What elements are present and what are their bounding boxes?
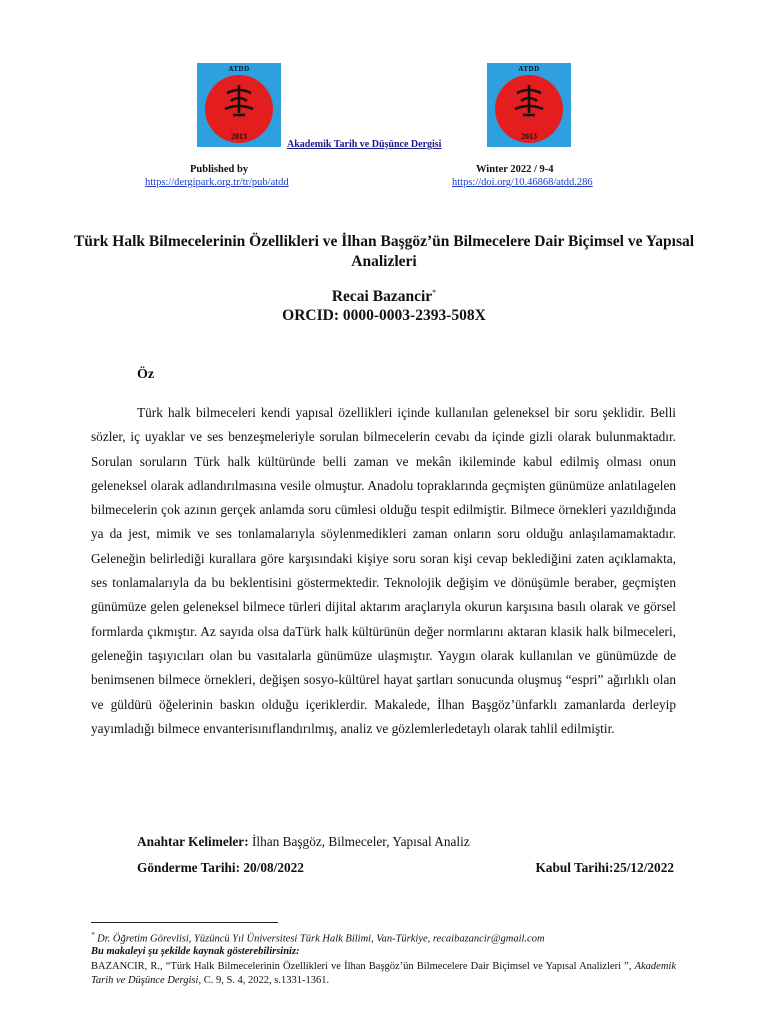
author-name-text: Recai Bazancir: [331, 288, 433, 306]
footnote-mark-small: *: [91, 931, 95, 939]
citation-text: [91, 960, 676, 988]
issue-label: Winter 2022 / 9-4: [476, 164, 554, 175]
citation-suffix: , C. 9, S. 4, 2022, s.1331-1361.: [198, 975, 330, 986]
affiliation-text: Dr. Öğretim Görevlisi, Yüzüncü Yıl Üniversitesi Türk Halk Bilimi, Van-Türkiye, recaibazancir@gmail.com: [94, 933, 545, 945]
citation-prefix: BAZANCIR, R., “Türk Halk Bilmecelerinin Özellikleri ve İlhan Başgöz’ün Bilmecelere Dair Biçimsel ve Yapısal Analizleri ”,: [91, 961, 635, 972]
abstract-text: Türk halk bilmeceleri kendi yapısal özellikleri içinde kullanılan geleneksel bir soru şeklidir. Belli sözler, iç uyaklar ve ses benzeşmeleriyle sorulan bilmecelerin cevabı da içinde gizli olarak bulunmaktadır. Sorulan soruların Türk halk kültüründe belli zaman ve mekân ikileminde kabul edilmiş olması onun geleneksel olarak adlandırılmasına vesile olmuştur. Anadolu topraklarında geçmişten günümüze anlatılagelen bilmecelerin çok azının gerçek anlamda soru cümlesi olduğu tespit edilmiştir. Bilmece örnekleri yazıldığında ya da jest, mimik ve ses tonlamalarıyla söylenmedikleri zaman onların soru olduğu anlaşılamamaktadır. Geleneğin belirlediği kurallara göre karşısındaki kişiye soru soran kişi cevap beklediğini zaten açıklamakta, ses tonlamalarıyla da bu beklentisini göstermektedir. Teknolojik değişim ve dönüşümle beraber, geçmişten günümüze gelen geleneksel bilmece türleri dijital aktarım araçlarıyla okurun karşısına basılı olarak ve görsel formlarda çıkmıştır. Az sayıda olsa daTürk halk kültürünün değer normlarını aktaran klasik halk bilmeceleri, geleneğin taşıyıcıları olan bu vasıtalarla günümüze ulaşmıştır. Yaygın olarak kullanılan ve günümüzde de benimsenen bilmece örnekleri, değişen sosyo-kültürel hayat şartları sonucunda oluşmuş “espri” ağırlıklı olan ve güldürü öğelerinin baskın olduğu içeriklerdir. Makalede, İlhan Başgöz’ünfarklı zamanlarda derleyip yayımladığı bilmece envanterisınıflandırılmış, analiz ve gözlemlerledetaylı olarak tahlil edilmiştir.: [91, 405, 676, 736]
acceptance-date: Kabul Tarihi:25/12/2022: [535, 860, 674, 875]
author-name: [0, 288, 768, 306]
publisher-link[interactable]: https://dergipark.org.tr/tr/pub/atdd: [145, 177, 289, 188]
footnote-affiliation: [91, 931, 545, 945]
article-title: Türk Halk Bilmecelerinin Özellikleri ve İlhan Başgöz’ün Bilmecelere Dair Biçimsel ve Yapısal Analizleri: [73, 233, 695, 270]
footnote-divider: [91, 922, 278, 923]
citation-journal: Akademik Tarih ve Düşünce Dergisi: [91, 961, 676, 986]
doi-link[interactable]: https://doi.org/10.46868/atdd.286: [452, 177, 593, 188]
submission-date: Gönderme Tarihi: 20/08/2022: [137, 860, 304, 875]
footnote-mark[interactable]: *: [432, 288, 437, 297]
keywords: [137, 834, 470, 850]
logo-year: 2013: [231, 132, 247, 141]
journal-logo-right: [487, 63, 571, 147]
calligraphy-emblem-icon: [509, 83, 549, 121]
citation-heading: Bu makaleyi şu şekilde kaynak gösterebilirsiniz:: [91, 946, 300, 957]
published-by-label: Published by: [190, 164, 249, 175]
logo-top-text: ATDD: [518, 65, 540, 73]
journal-name-link[interactable]: Akademik Tarih ve Düşünce Dergisi: [287, 139, 442, 150]
calligraphy-emblem-icon: [219, 83, 259, 121]
journal-logo-left: [197, 63, 281, 147]
keywords-value: İlhan Başgöz, Bilmeceler, Yapısal Analiz: [248, 834, 470, 849]
dates-row: [137, 860, 674, 876]
orcid: ORCID: 0000-0003-2393-508X: [282, 307, 486, 324]
keywords-label: Anahtar Kelimeler:: [137, 834, 249, 849]
logo-top-text: ATDD: [228, 65, 250, 73]
abstract-heading: Öz: [137, 367, 155, 382]
logo-year: 2013: [521, 132, 537, 141]
